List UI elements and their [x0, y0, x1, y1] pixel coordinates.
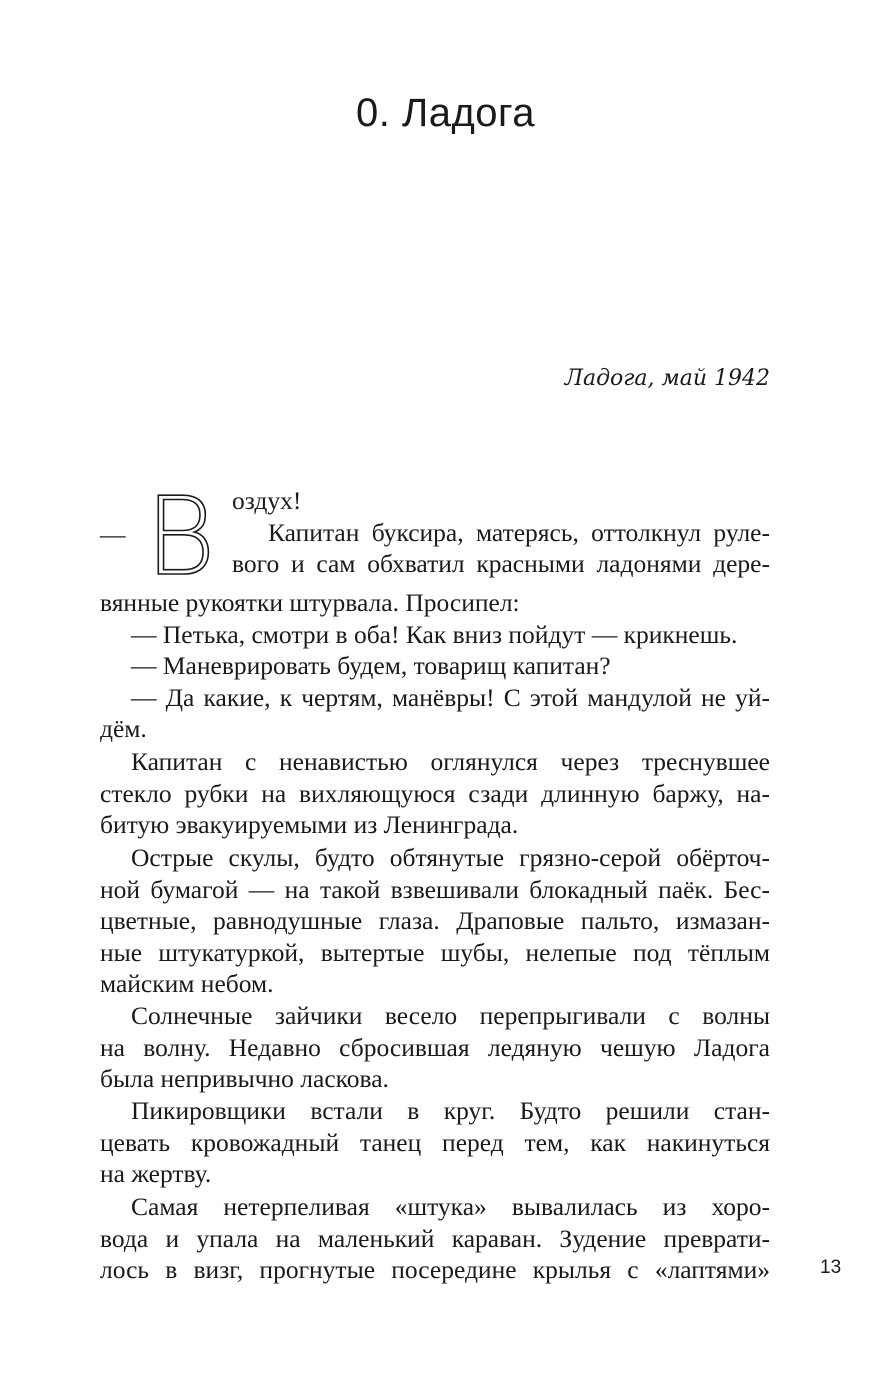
- text-line: — Петька, смотри в оба! Как вниз пойдут — крикнешь.: [131, 619, 738, 649]
- text-line: вого и сам обхватил красными ладонями дере-: [232, 549, 770, 579]
- page-number: 13: [820, 1257, 842, 1278]
- text-line: на жертву.: [100, 1159, 212, 1189]
- epigraph: Ладога, май 1942: [564, 366, 770, 391]
- text-line: цветные, равнодушные глаза. Драповые пальто, измазан-: [100, 906, 770, 936]
- chapter-title: 0. Ладога: [355, 91, 535, 135]
- dropcap-dash: —: [100, 520, 126, 549]
- text-line: вода и упала на маленький караван. Зудение преврати-: [100, 1223, 770, 1253]
- paragraph: [100, 1191, 770, 1286]
- text-line: вянные рукоятки штурвала. Просипел:: [100, 588, 520, 617]
- text-line: цевать кровожадный танец перед тем, как накинуться: [100, 1127, 770, 1157]
- dropcap-text: [232, 485, 770, 580]
- text-line: Капитан с ненавистью оглянулся через треснувшее: [131, 747, 770, 776]
- text-line: битую эвакуируемыми из Ленинграда.: [100, 810, 519, 840]
- body-text: [100, 587, 770, 745]
- text-line: была непривычно ласкова.: [100, 1064, 389, 1094]
- text-line: — Да какие, к чертям, манёвры! С этой мандулой не уй-: [131, 682, 770, 712]
- text-line: — Маневрировать будем, товарищ капитан?: [131, 651, 611, 681]
- paragraph: [100, 1000, 770, 1095]
- text-line: Пикировщики встали в круг. Будто решили стан-: [131, 1096, 770, 1125]
- paragraph: [100, 1095, 770, 1190]
- drop-cap-letter: В: [145, 475, 216, 600]
- text-line: Солнечные зайчики весело перепрыгивали с волны: [131, 1001, 770, 1030]
- text-line: лось в визг, прогнутые посередине крылья с «лаптями»: [100, 1255, 770, 1285]
- text-line: стекло рубки на вихляющуюся сзади длинную баржу, на-: [100, 778, 770, 808]
- text-line: ной бумагой — на такой взвешивали блокадный паёк. Бес-: [100, 874, 770, 904]
- text-line: ные штукатуркой, вытертые шубы, нелепые под тёплым: [100, 937, 770, 967]
- paragraph: [100, 746, 770, 841]
- text-line: оздух!: [232, 486, 302, 515]
- text-line: Капитан буксира, матерясь, оттолкнул руле-: [268, 517, 770, 547]
- text-line: майским небом.: [100, 969, 274, 999]
- paragraph: [100, 842, 770, 1000]
- text-line: Острые скулы, будто обтянутые грязно-серой обёрточ-: [131, 843, 770, 872]
- text-line: Самая нетерпеливая «штука» вывалилась из хоро-: [131, 1192, 770, 1221]
- text-line: дём.: [100, 714, 147, 744]
- text-line: на волну. Недавно сбросившая ледяную чешую Ладога: [100, 1032, 770, 1062]
